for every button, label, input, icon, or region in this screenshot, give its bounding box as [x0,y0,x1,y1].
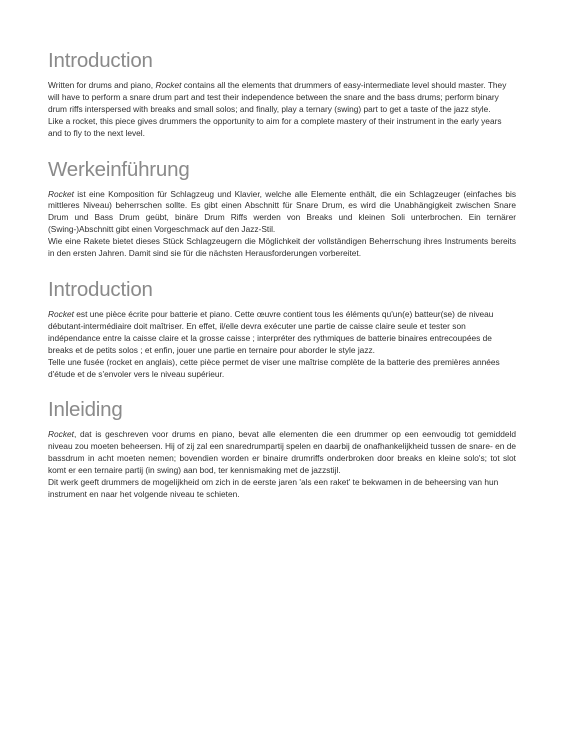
title-italic: Rocket [48,188,74,199]
section-heading: Werkeinführung [48,157,190,181]
section-heading: Inleiding [48,398,123,422]
paragraph: Like a rocket, this piece gives drummers the opportunity to aim for a complete mastery of their instrument in the early years and to fly to the next level. [48,115,502,138]
section-heading: Introduction [48,49,153,72]
title-italic: Rocket [48,429,74,440]
section-german [48,157,516,260]
section-english [48,48,516,140]
paragraph: Wie eine Rakete bietet dieses Stück Schlagzeugern die Möglichkeit der vollständigen Beherrschung ihres Instruments bereits in den ersten Jahren. Damit sind sie für die nächsten Herausforderungen vorbereitet. [48,236,516,259]
section-dutch [48,397,516,500]
section-french [48,277,516,380]
title-italic: Rocket [48,308,74,319]
paragraph: Telle une fusée (rocket en anglais), cette pièce permet de viser une maîtrise complète de la batterie des premières années d'étude et de s'envoler vers le niveau supérieur. [48,356,500,379]
section-heading: Introduction [48,277,153,301]
paragraph: Rocket ist eine Komposition für Schlagzeug und Klavier, welche alle Elemente enthält, die ein Schlagzeuger (einfaches bis mittleres Niveau) beherrschen sollte. Es gibt einen Abschnitt für Snare Drum, es wird die Unabhängigkeit zwischen Snare Drum und Bass Drum geübt, binäre Drum Riffs werden von Breaks und kleinen Soli unterbrochen. Ein ternärer (Swing-)Abschnitt gibt einen Vorgeschmack auf den Jazz-Stil. [48,188,516,235]
paragraph: Rocket est une pièce écrite pour batterie et piano. Cette œuvre contient tous les éléments qu'un(e) batteur(se) de niveau débutant-intermédiaire doit maîtriser. En effet, il/elle devra exécuter une partie de caisse claire seule et tester son indépendance entre la caisse claire et la grosse caisse ; interpréter des rythmiques de batterie binaires entrecoupées de breaks et de petits solos ; et enfin, jouer une partie en ternaire pour aborder le style jazz. [48,308,494,355]
title-italic: Rocket [155,80,182,90]
paragraph: Rocket, dat is geschreven voor drums en piano, bevat alle elementen die een drummer op een eenvoudig tot gemiddeld niveau zou moeten beheersen. Hij of zij zal een snaredrumpartij spelen en daarbij de onafhankelijkheid tussen de snare- en de bassdrum in acht moeten nemen; bovendien worden er binaire drumriffs onderbroken door breaks en kleine solo's; tot slot komt er een ternaire partij (in swing) aan bod, ter kennismaking met de jazzstijl. [48,429,516,476]
paragraph: Written for drums and piano, Rocket contains all the elements that drummers of easy-intermediate level should master. They will have to perform a snare drum part and test their independence between the snare and the bass drums; perform binary drum riffs interspersed with breaks and small solos; and finally, play a ternary (swing) part to get a taste of the jazz style. [48,80,507,114]
document-page [48,48,516,501]
paragraph: Dit werk geeft drummers de mogelijkheid om zich in de eerste jaren 'als een raket' te bekwamen in de beheersing van hun instrument en naar het volgende niveau te schieten. [48,477,499,499]
